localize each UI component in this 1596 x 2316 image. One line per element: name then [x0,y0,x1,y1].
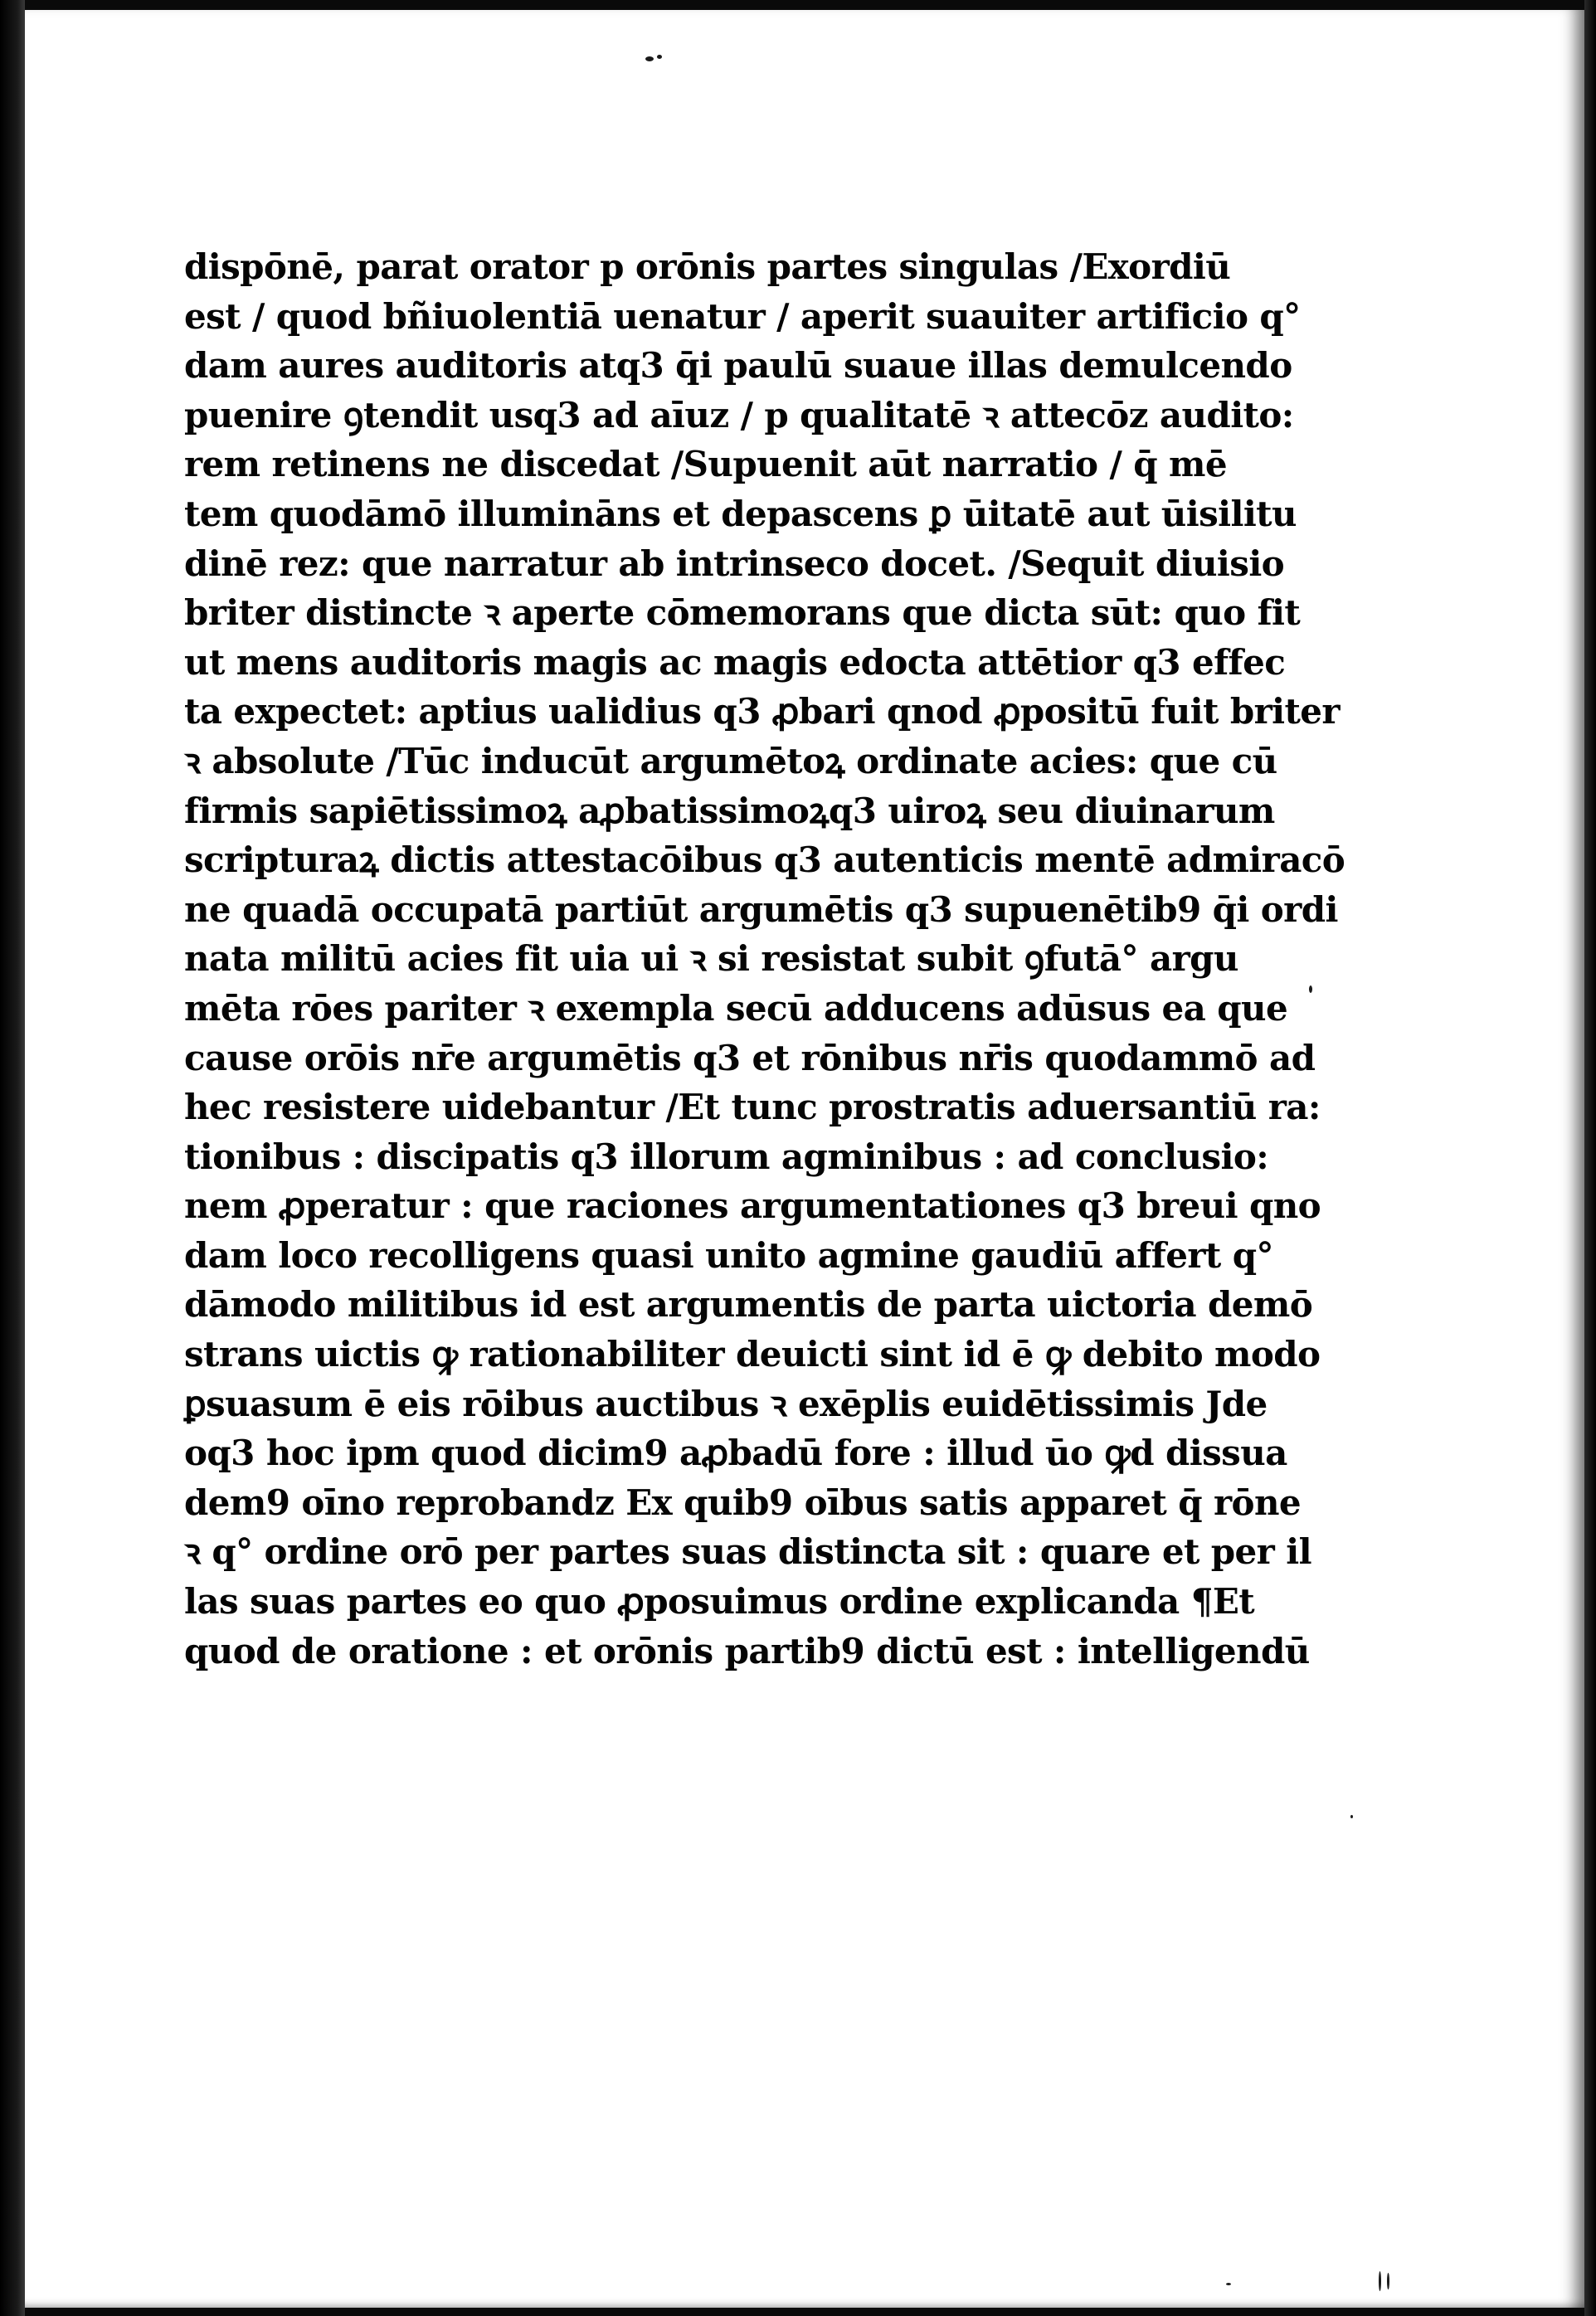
ink-speck [1226,2283,1231,2285]
text-line-26: dem9 oīno reprobandz Ex quib9 oībus satis apparet q̄ rōne [184,1482,1302,1523]
text-line-18: hec resistere uidebantur /Et tunc prostratis aduersantiū ra: [184,1087,1321,1128]
text-line-28: las suas partes eo quo ꝓposuimus ordine explicanda ¶Et [184,1581,1255,1623]
text-line-7: dinē rez: que narratur ab intrinseco docet. /Sequit diuisio [184,543,1285,584]
text-line-11: ꝛ absolute /Tūc inducūt argumētoꝝ ordinate acies: que cū [184,740,1277,781]
text-line-8: briter distincte ꝛ aperte cōmemorans que dicta sūt: quo fit [184,592,1301,634]
text-line-3: dam aures auditoris atq3 q̄i paulū suaue illas demulcendo [184,345,1292,387]
text-line-21: dam loco recolligens quasi unito agmine gaudiū affert q° [184,1234,1273,1276]
text-line-29: quod de oratione : et orōnis partib9 dictū est : intelligendū [184,1630,1310,1671]
text-line-23: strans uictis ꝙ rationabiliter deuicti sint id ē ꝙ debito modo [184,1334,1321,1375]
text-line-12: firmis sapiētissimoꝝ aꝓbatissimoꝝq3 uiroꝝ seu diuinarum [184,790,1275,831]
ink-speck [1309,985,1312,993]
text-line-19: tionibus : discipatis q3 illorum agminibus : ad conclusio: [184,1136,1269,1177]
text-line-20: nem ꝓperatur : que raciones argumentationes q3 breui qno [184,1185,1321,1227]
ink-speck [1379,2271,1381,2291]
right-page-edge [1584,0,1596,2316]
text-line-17: cause orōis nr̄e argumētis q3 et rōnibus nr̄is quodammō ad [184,1037,1316,1078]
ink-speck [645,56,654,61]
text-line-2: est / quod bñiuolentiā uenatur / aperit suauiter artificio q° [184,295,1301,337]
text-line-15: nata militū acies fit uia ui ꝛ si resistat subit ꝯfutā° argu [184,938,1238,980]
text-line-4: puenire ꝯtendit usq3 ad aīuz / p qualitatē ꝛ attecōz audito: [184,394,1294,435]
text-line-24: ꝑsuasum ē eis rōibus auctibus ꝛ exēplis euidētissimis Jde [184,1383,1268,1424]
ink-speck [1387,2273,1389,2289]
text-line-14: ne quadā occupatā partiūt argumētis q3 supuenētib9 q̄i ordi [184,888,1338,930]
ink-speck [1350,1815,1353,1818]
text-line-27: ꝛ q° ordine orō per partes suas distincta sit : quare et per il [184,1531,1311,1573]
text-line-16: mēta rōes pariter ꝛ exempla secū adducens adūsus ea que [184,987,1288,1029]
body-text [184,242,1345,1676]
text-line-22: dāmodo militibus id est argumentis de parta uictoria demō [184,1284,1313,1326]
text-line-5: rem retinens ne discedat /Supuenit aūt narratio / q̄ mē [184,444,1227,485]
ink-speck [657,55,662,59]
left-page-edge [0,0,25,2316]
text-line-6: tem quodāmō illumināns et depascens ꝑ ūitatē aut ūisilitu [184,493,1297,534]
text-line-9: ut mens auditoris magis ac magis edocta attētior q3 effec [184,641,1286,683]
text-line-10: ta expectet: aptius ualidius q3 ꝓbari qnod ꝓpositū fuit briter [184,691,1340,732]
text-line-1: dispōnē, parat orator p orōnis partes singulas /Exordiū [184,246,1231,287]
text-line-13: scripturaꝝ dictis attestacōibus q3 autenticis mentē admiracō [184,839,1345,881]
text-line-25: oq3 hoc ipm quod dicim9 aꝓbadū fore : illud ūo ꝙd dissua [184,1433,1287,1474]
